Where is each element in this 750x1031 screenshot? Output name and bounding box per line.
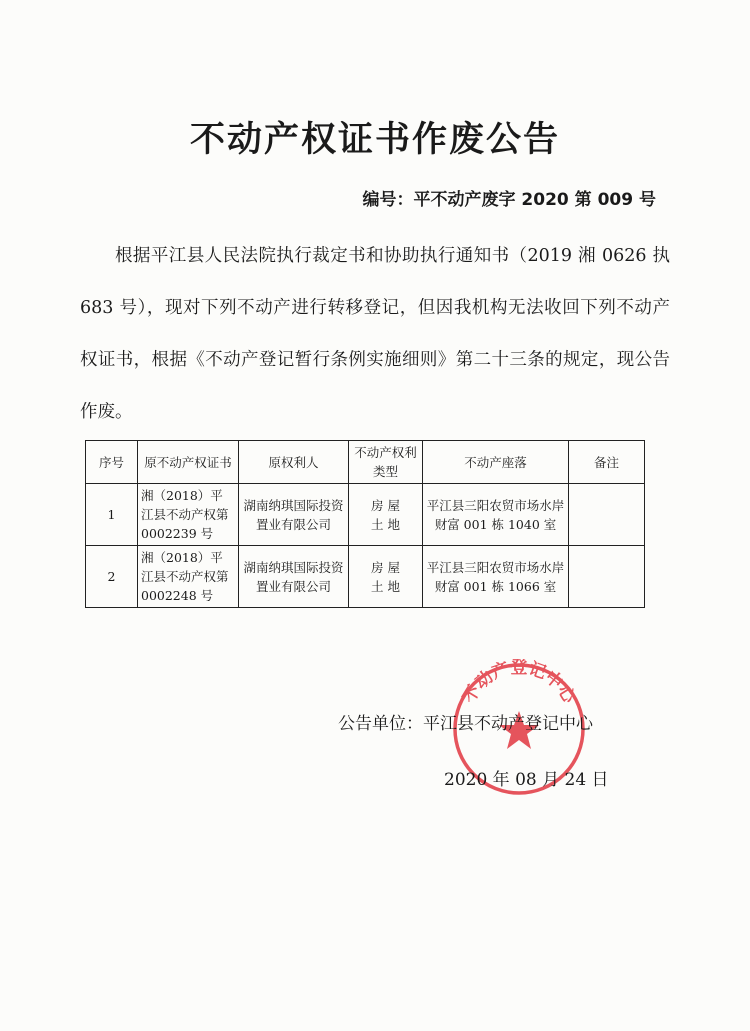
header-location: 不动产座落 bbox=[423, 441, 569, 484]
cell-cert: 湘（2018）平江县不动产权第0002239 号 bbox=[138, 484, 239, 546]
cell-cert: 湘（2018）平江县不动产权第0002248 号 bbox=[138, 546, 239, 608]
header-no: 序号 bbox=[86, 441, 138, 484]
cell-note bbox=[569, 484, 645, 546]
table-header-row bbox=[86, 441, 645, 484]
cell-location: 平江县三阳农贸市场水岸财富 001 栋 1040 室 bbox=[423, 484, 569, 546]
header-owner: 原权利人 bbox=[239, 441, 349, 484]
seal-text: 不动产登记中心 bbox=[459, 659, 579, 707]
header-type: 不动产权利类型 bbox=[349, 441, 423, 484]
body-paragraph: 根据平江县人民法院执行裁定书和协助执行通知书（2019 湘 0626 执 683 号），现对下列不动产进行转移登记，但因我机构无法收回下列不动产权证书，根据《不动产登记暂行条例实施细则》第二十三条的规定，现公告作废。 bbox=[80, 246, 670, 422]
header-cert: 原不动产权证书 bbox=[138, 441, 239, 484]
cell-owner: 湖南纳琪国际投资置业有限公司 bbox=[239, 546, 349, 608]
cell-location: 平江县三阳农贸市场水岸财富 001 栋 1066 室 bbox=[423, 546, 569, 608]
document-number: 编号：平不动产废字 2020 第 009 号 bbox=[362, 190, 656, 210]
cell-type: 房 屋 土 地 bbox=[349, 484, 423, 546]
signature-date: 2020 年 08 月 24 日 bbox=[444, 770, 609, 790]
certificate-table bbox=[85, 440, 645, 608]
cell-no: 2 bbox=[86, 546, 138, 608]
cell-owner: 湖南纳琪国际投资置业有限公司 bbox=[239, 484, 349, 546]
table-row bbox=[86, 484, 645, 546]
table-row bbox=[86, 546, 645, 608]
cell-no: 1 bbox=[86, 484, 138, 546]
cell-note bbox=[569, 546, 645, 608]
page-title: 不动产权证书作废公告 bbox=[189, 120, 560, 160]
signature-unit: 公告单位：平江县不动产登记中心 bbox=[338, 714, 593, 734]
cell-type: 房 屋 土 地 bbox=[349, 546, 423, 608]
header-note: 备注 bbox=[569, 441, 645, 484]
